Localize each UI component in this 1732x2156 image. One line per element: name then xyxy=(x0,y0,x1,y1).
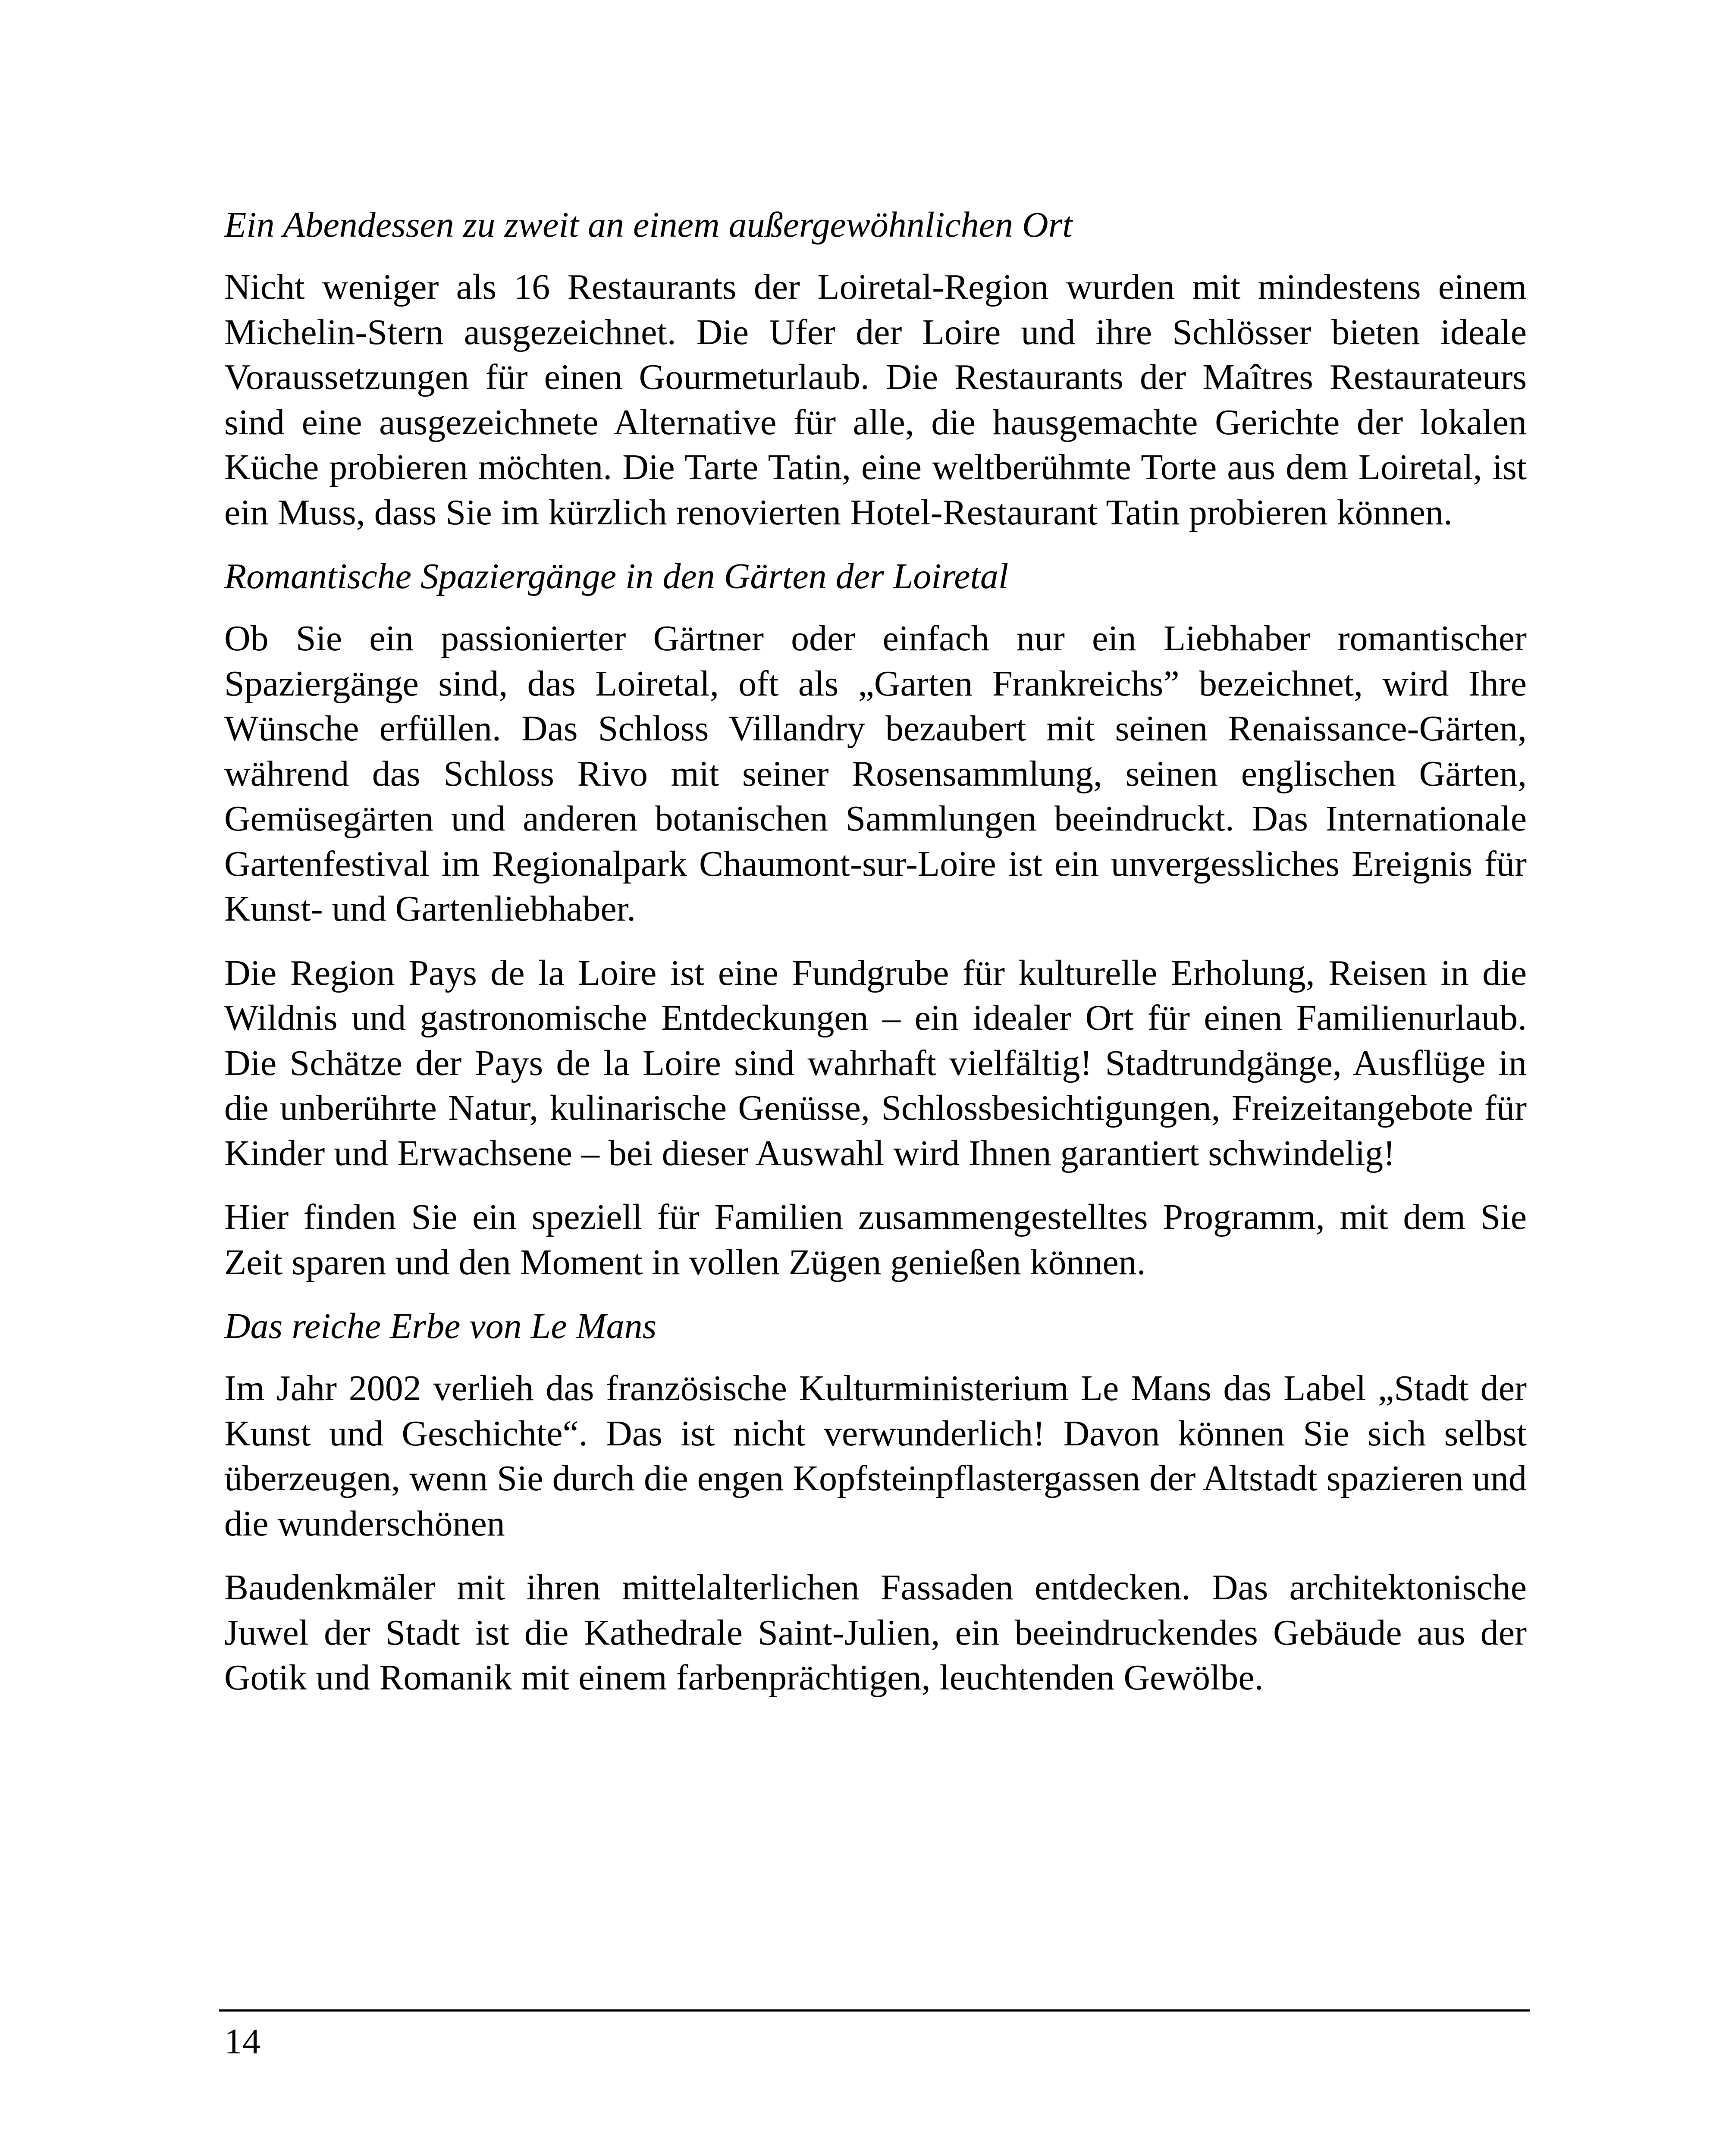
section-heading-gardens: Romantische Spaziergänge in den Gärten der Loiretal xyxy=(224,556,1009,596)
section-heading-le-mans: Das reiche Erbe von Le Mans xyxy=(224,1306,657,1346)
paragraph-region: Die Region Pays de la Loire ist eine Fundgrube für kulturelle Erholung, Reisen in die Wildnis und gastronomische Entdeckungen – ein idealer Ort für einen Familienurlaub. Die Schätze der Pays de la Loire sind wahrhaft vielfältig! Stadtrundgänge, Ausflüge in die unberührte Natur, kulinarische Genüsse, Schlossbesichtigungen, Freizeitangebote für Kinder und Erwachsene – bei dieser Auswahl wird Ihnen garantiert schwindelig! xyxy=(224,953,1527,1173)
paragraph-le-mans-label: Im Jahr 2002 verlieh das französische Kulturministerium Le Mans das Label „Stadt der Kunst und Geschichte“. Das ist nicht verwunderlich! Davon können Sie sich selbst überzeugen, wenn Sie durch die engen Kopfsteinpflastergassen der Altstadt spazieren und die wunderschönen xyxy=(224,1368,1527,1544)
paragraph-family-program: Hier finden Sie ein speziell für Familien zusammengestelltes Programm, mit dem Sie Zeit sparen und den Moment in vollen Zügen genießen können. xyxy=(224,1197,1527,1282)
paragraph-gardens: Ob Sie ein passionierter Gärtner oder einfach nur ein Liebhaber romantischer Spaziergänge sind, das Loiretal, oft als „Garten Frankreichs” bezeichnet, wird Ihre Wünsche erfüllen. Das Schloss Villandry bezaubert mit seinen Renaissance-Gärten, während das Schloss Rivo mit seiner Rosensammlung, seinen englischen Gärten, Gemüsegärten und anderen botanischen Sammlungen beeindruckt. Das Internationale Gartenfestival im Regionalpark Chaumont-sur-Loire ist ein unvergessliches Ereignis für Kunst- und Gartenliebhaber. xyxy=(224,618,1527,929)
section-heading-dinner: Ein Abendessen zu zweit an einem außergewöhnlichen Ort xyxy=(224,205,1073,245)
paragraph-le-mans-monuments: Baudenkmäler mit ihren mittelalterlichen Fassaden entdecken. Das architektonische Juwel der Stadt ist die Kathedrale Saint-Julien, ein beeindruckendes Gebäude aus der Gotik und Romanik mit einem farbenprächtigen, leuchtenden Gewölbe. xyxy=(224,1567,1527,1698)
footer-divider xyxy=(219,2009,1530,2012)
paragraph-dinner: Nicht weniger als 16 Restaurants der Loiretal-Region wurden mit mindestens einem Michelin-Stern ausgezeichnet. Die Ufer der Loire und ihre Schlösser bieten ideale Voraussetzungen für einen Gourmeturlaub. Die Restaurants der Maîtres Restaurateurs sind eine ausgezeichnete Alternative für alle, die hausgemachte Gerichte der lokalen Küche probieren möchten. Die Tarte Tatin, eine weltberühmte Torte aus dem Loiretal, ist ein Muss, dass Sie im kürzlich renovierten Hotel-Restaurant Tatin probieren können. xyxy=(224,267,1527,533)
page-number: 14 xyxy=(224,2021,260,2062)
page-body xyxy=(224,203,1527,1720)
